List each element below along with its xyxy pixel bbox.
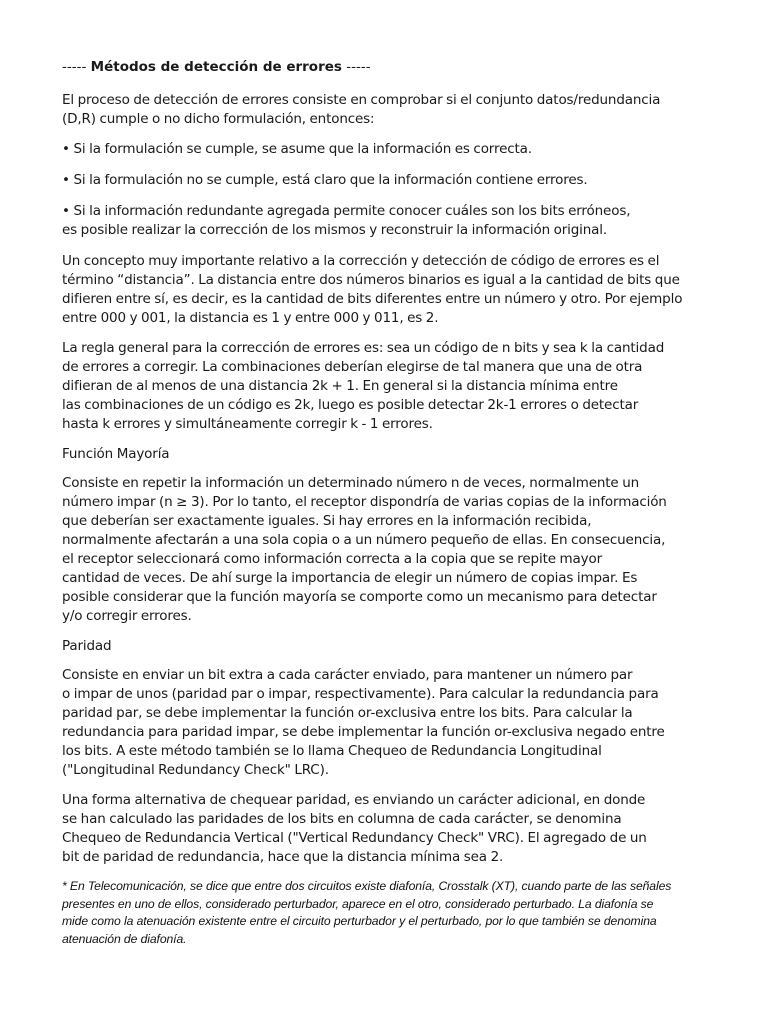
bullet-item-1: • Si la formulación se cumple, se asume que la información es correcta. xyxy=(62,141,532,157)
rule-paragraph: La regla general para la corrección de errores es: sea un código de n bits y sea k la cantidad de errores a corregir. La combinaciones deberían elegirse de tal manera que una de otra difieran de al menos de una distancia 2k + 1. En general si la distancia mínima entre las combinaciones de un código es 2k, luego es posible detectar 2k-1 errores o detectar hasta k errores y simultáneamente corregir k - 1 errores. xyxy=(62,340,665,432)
title-text: Métodos de detección de errores xyxy=(90,59,342,75)
bullet-item-2: • Si la formulación no se cumple, está claro que la información contiene errores. xyxy=(62,172,588,188)
majority-heading: Función Mayoría xyxy=(62,446,170,462)
footnote: * En Telecomunicación, se dice que entre dos circuitos existe diafonía, Crosstalk (XT), cuando parte de las señales presentes en uno de ellos, considerado perturbador, aparece en el otro, considerado perturbado. La diafonía se mide como la atenuación existente entre el circuito perturbador y el perturbado, por lo que también se denomina atenuación de diafonía. xyxy=(62,879,672,946)
majority-paragraph: Consiste en repetir la información un determinado número n de veces, normalmente un número impar (n ≥ 3). Por lo tanto, el receptor dispondría de varias copias de la información que deberían ser exactamente iguales. Si hay errores en la información recibida, normalmente afectarán a una sola copia o a un número pequeño de ellas. En consecuencia, el receptor seleccionará como información correcta a la copia que se repite mayor cantidad de veces. De ahí surge la importancia de elegir un número de copias impar. Es posible considerar que la función mayoría se comporte como un mecanismo para detectar y/o corregir errores. xyxy=(62,475,667,624)
parity-heading: Paridad xyxy=(62,638,112,654)
distance-paragraph: Un concepto muy importante relativo a la corrección y detección de código de errores es el término “distancia”. La distancia entre dos números binarios es igual a la cantidad de bits que difieren entre sí, es decir, es la cantidad de bits diferentes entre un número y otro. Por ejemplo entre 000 y 001, la distancia es 1 y entre 000 y 011, es 2. xyxy=(62,253,683,326)
intro-paragraph: El proceso de detección de errores consiste en comprobar si el conjunto datos/redundancia (D,R) cumple o no dicho formulación, entonces: xyxy=(62,92,661,127)
parity-paragraph: Consiste en enviar un bit extra a cada carácter enviado, para mantener un número par o impar de unos (paridad par o impar, respectivamente). Para calcular la redundancia para paridad par, se debe implementar la función or-exclusiva entre los bits. Para calcular la redundancia para paridad impar, se debe implementar la función or-exclusiva negado entre los bits. A este método también se lo llama Chequeo de Redundancia Longitudinal ("Longitudinal Redundancy Check" LRC). xyxy=(62,667,665,778)
document-page xyxy=(62,58,712,959)
parity-alternative-paragraph: Una forma alternativa de chequear paridad, es enviando un carácter adicional, en donde se han calculado las paridades de los bits en columna de cada carácter, se denomina Chequeo de Redundancia Vertical ("Vertical Redundancy Check" VRC). El agregado de un bit de paridad de redundancia, hace que la distancia mínima sea 2. xyxy=(62,792,647,865)
title-dashes-right: ----- xyxy=(341,59,371,75)
page-title xyxy=(62,58,712,77)
bullet-item-3: • Si la información redundante agregada permite conocer cuáles son los bits erróneos, es posible realizar la corrección de los mismos y reconstruir la información original. xyxy=(62,203,631,238)
title-dashes-left: ----- xyxy=(62,59,91,75)
